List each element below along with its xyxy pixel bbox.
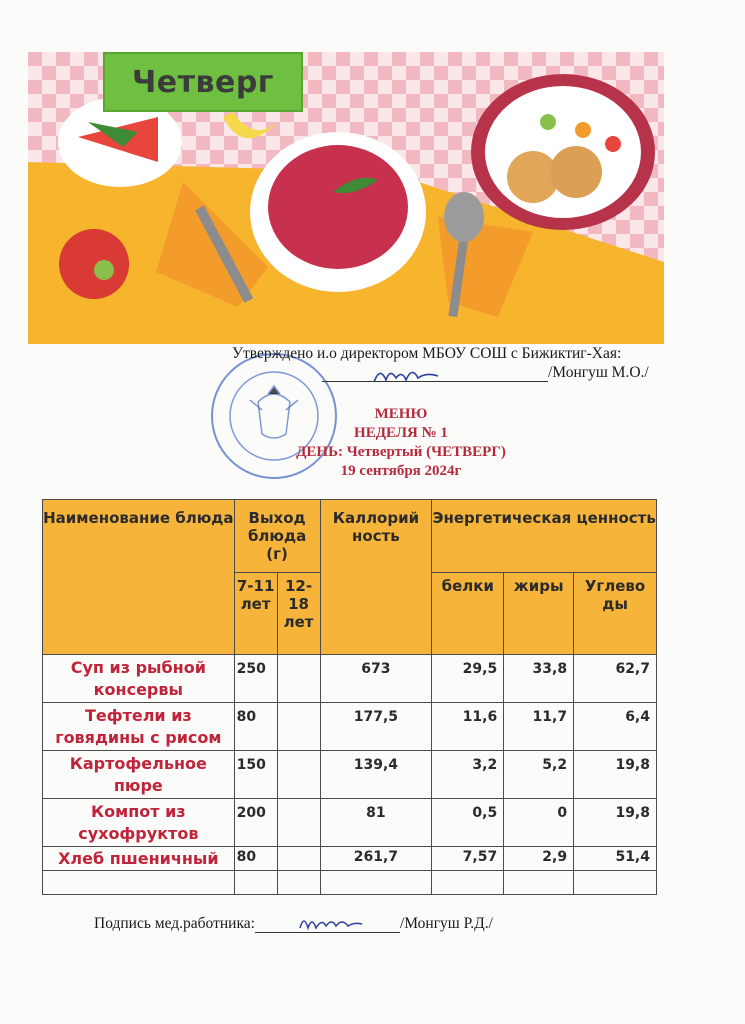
fats-value: 2,9 bbox=[504, 847, 574, 871]
day-title: Четверг bbox=[103, 52, 303, 112]
yield-12-18 bbox=[277, 847, 320, 871]
yield-7-11: 200 bbox=[234, 799, 277, 847]
dish-name: Компот из сухофруктов bbox=[43, 799, 235, 847]
carbs-value: 19,8 bbox=[574, 799, 657, 847]
table-header-row bbox=[43, 500, 657, 573]
medical-signature-line bbox=[94, 915, 493, 933]
calories-value: 81 bbox=[320, 799, 432, 847]
proteins-value: 0,5 bbox=[432, 799, 504, 847]
fats-value: 11,7 bbox=[504, 703, 574, 751]
yield-7-11: 150 bbox=[234, 751, 277, 799]
menu-day: ДЕНЬ: Четвертый (ЧЕТВЕРГ) bbox=[296, 444, 506, 460]
calories-value: 139,4 bbox=[320, 751, 432, 799]
approval-signatory: /Монгуш М.О./ bbox=[548, 364, 649, 381]
menu-title: МЕНЮ bbox=[374, 406, 428, 422]
table-row bbox=[43, 655, 657, 703]
table-row bbox=[43, 799, 657, 847]
dish-name: Тефтели из говядины с рисом bbox=[43, 703, 235, 751]
fats-value: 33,8 bbox=[504, 655, 574, 703]
empty-cell bbox=[432, 871, 504, 895]
dish-name: Хлеб пшеничный bbox=[43, 847, 235, 871]
calories-value: 177,5 bbox=[320, 703, 432, 751]
table-row bbox=[43, 751, 657, 799]
yield-12-18 bbox=[277, 703, 320, 751]
medical-signature-label: Подпись мед.работника: bbox=[94, 915, 255, 932]
menu-week: НЕДЕЛЯ № 1 bbox=[354, 425, 448, 441]
yield-7-11: 80 bbox=[234, 703, 277, 751]
header-energy-value: Энергетическая ценность bbox=[432, 500, 657, 573]
calories-value: 673 bbox=[320, 655, 432, 703]
medical-signatory: /Монгуш Р.Д./ bbox=[399, 915, 493, 932]
empty-cell bbox=[574, 871, 657, 895]
dish-name: Картофельное пюре bbox=[43, 751, 235, 799]
header-age-12-18: 12-18 лет bbox=[277, 573, 320, 655]
calories-value: 261,7 bbox=[320, 847, 432, 871]
medical-worker-signature bbox=[296, 912, 366, 941]
yield-12-18 bbox=[277, 751, 320, 799]
carbs-value: 6,4 bbox=[574, 703, 657, 751]
carbs-value: 62,7 bbox=[574, 655, 657, 703]
menu-heading bbox=[236, 405, 566, 481]
dish-name: Суп из рыбной консервы bbox=[43, 655, 235, 703]
carbs-value: 19,8 bbox=[574, 751, 657, 799]
menu-table bbox=[42, 499, 657, 895]
header-dish-name: Наименование блюда bbox=[43, 500, 235, 655]
table-row bbox=[43, 703, 657, 751]
fats-value: 0 bbox=[504, 799, 574, 847]
empty-cell bbox=[320, 871, 432, 895]
yield-7-11: 80 bbox=[234, 847, 277, 871]
header-fats: жиры bbox=[504, 573, 574, 655]
carbs-value: 51,4 bbox=[574, 847, 657, 871]
header-carbs: Углево ды bbox=[574, 573, 657, 655]
proteins-value: 29,5 bbox=[432, 655, 504, 703]
empty-cell bbox=[43, 871, 235, 895]
yield-12-18 bbox=[277, 799, 320, 847]
yield-7-11: 250 bbox=[234, 655, 277, 703]
header-calories: Каллорий ность bbox=[320, 500, 432, 655]
proteins-value: 11,6 bbox=[432, 703, 504, 751]
yield-12-18 bbox=[277, 655, 320, 703]
table-row bbox=[43, 847, 657, 871]
empty-cell bbox=[277, 871, 320, 895]
fats-value: 5,2 bbox=[504, 751, 574, 799]
header-proteins: белки bbox=[432, 573, 504, 655]
director-signature bbox=[370, 362, 442, 393]
table-row-empty bbox=[43, 871, 657, 895]
proteins-value: 7,57 bbox=[432, 847, 504, 871]
empty-cell bbox=[504, 871, 574, 895]
header-age-7-11: 7-11 лет bbox=[234, 573, 277, 655]
proteins-value: 3,2 bbox=[432, 751, 504, 799]
empty-cell bbox=[234, 871, 277, 895]
header-yield: Выход блюда (г) bbox=[234, 500, 320, 573]
approval-text: Утверждено и.о директором МБОУ СОШ с Бижиктиг-Хая: bbox=[232, 345, 622, 362]
menu-date: 19 сентября 2024г bbox=[340, 463, 462, 479]
